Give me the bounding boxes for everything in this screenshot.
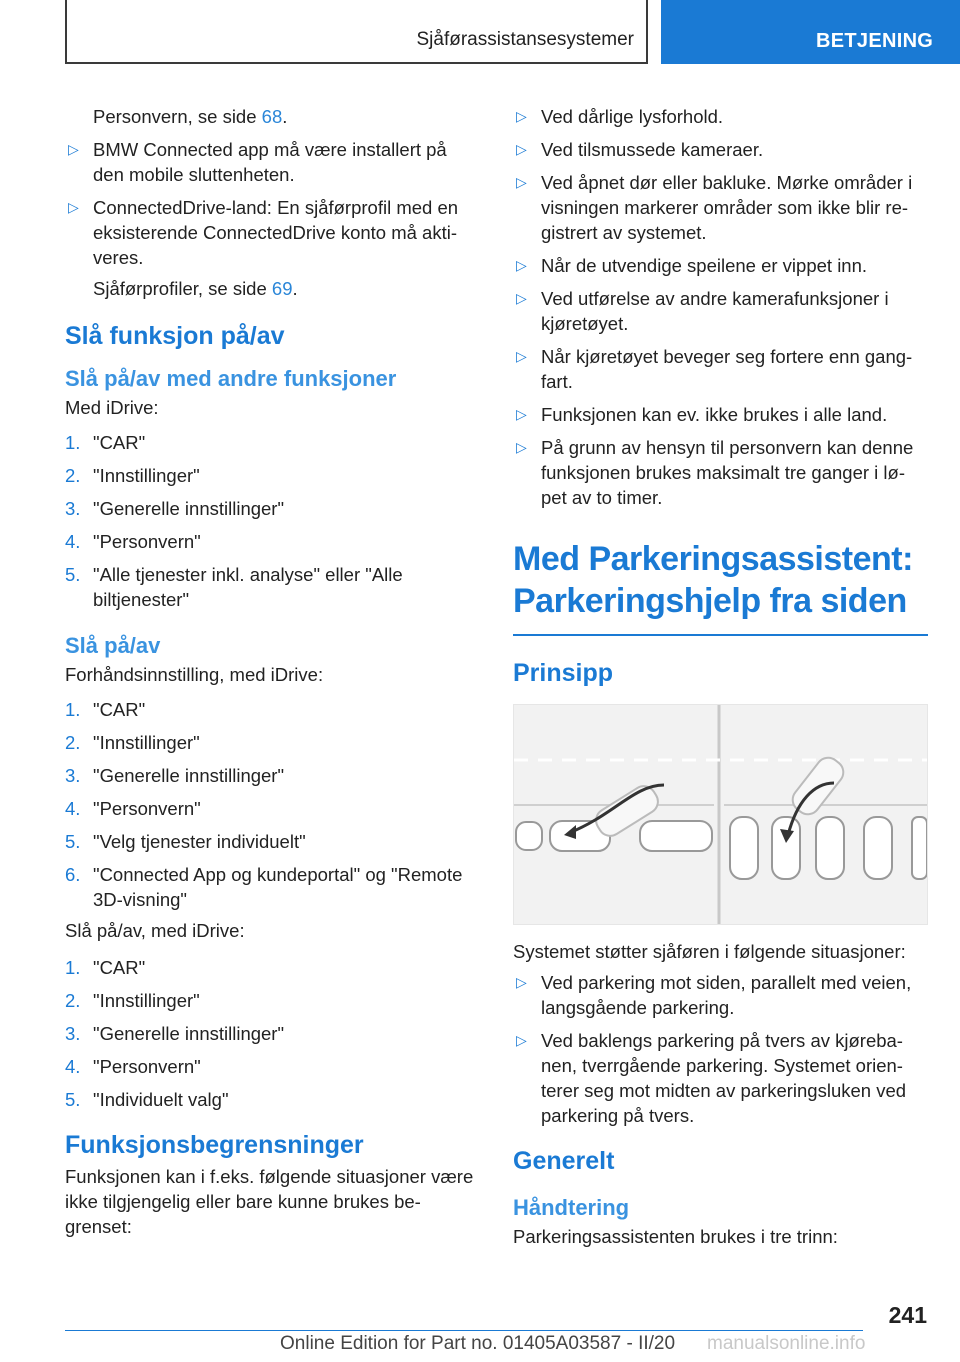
section-heading: Med Parkeringsassistent: Parkeringshjelp fra siden [513, 538, 928, 636]
list-item: ▷ BMW Connected app må være installert på den mobile sluttenheten. [68, 139, 447, 185]
support-text: Systemet støtter sjåføren i følgende situasjoner: [513, 941, 906, 962]
triangle-bullet-icon: ▷ [516, 290, 527, 306]
list-item: 2. "Innstillinger" [65, 465, 200, 486]
triangle-bullet-icon: ▷ [516, 974, 527, 990]
list-item: 3. "Generelle innstillinger" [65, 498, 285, 519]
profiles-reference: Sjåførprofiler, se side 69. [93, 278, 298, 299]
heading-handling: Håndtering [513, 1195, 630, 1220]
heading-limits: Funksjonsbegrensninger [65, 1131, 364, 1159]
heading-onoff-2: Slå på/av [65, 633, 161, 658]
triangle-bullet-icon: ▷ [516, 439, 527, 455]
triangle-bullet-icon: ▷ [68, 199, 79, 215]
parking-illustration [513, 704, 928, 925]
list-item: ▷ Ved tilsmussede kameraer. [516, 139, 764, 160]
header-tab-label: BETJENING [816, 30, 934, 52]
parking-diagram [514, 705, 927, 924]
limits-text: Funksjonen kan i f.eks. følgende situasjoner være ikke tilgjengelig eller bare kunne brukes be-grenset: [65, 1166, 474, 1237]
with-idrive-text: Med iDrive: [65, 397, 159, 418]
list-item: 5. "Individuelt valg" [65, 1089, 229, 1110]
triangle-bullet-icon: ▷ [516, 406, 527, 422]
list-item: ▷ Ved åpnet dør eller bakluke. Mørke områder i visningen markerer områder som ikke blir re-gistrert av systemet. [516, 172, 913, 243]
page-number: 241 [888, 1302, 927, 1328]
heading-principle: Prinsipp [513, 659, 614, 687]
list-item: 5. "Alle tjenester inkl. analyse" eller "Alle biltjenester" [65, 564, 403, 610]
list-item: 4. "Personvern" [65, 798, 201, 819]
header-section-title: Sjåførassistansesystemer [416, 29, 634, 50]
list-item: 2. "Innstillinger" [65, 732, 200, 753]
right-column [513, 104, 928, 1249]
list-item: ▷ Ved utførelse av andre kamerafunksjoner i kjøretøyet. [516, 288, 889, 334]
list-item: ▷ Funksjonen kan ev. ikke brukes i alle land. [516, 404, 888, 425]
left-column [65, 104, 477, 1239]
list-item: 2. "Innstillinger" [65, 990, 200, 1011]
list-item: 6. "Connected App og kundeportal" og "Remote 3D-visning" [65, 864, 463, 910]
triangle-bullet-icon: ▷ [516, 141, 527, 157]
handling-text: Parkeringsassistenten brukes i tre trinn: [513, 1226, 838, 1247]
list-item: ▷ På grunn av hensyn til personvern kan denne funksjonen brukes maksimalt tre ganger i lø-pet av to timer. [516, 437, 914, 508]
preset-text: Forhåndsinnstilling, med iDrive: [65, 664, 324, 685]
list-item: ▷ Når kjøretøyet beveger seg fortere enn gang-fart. [516, 346, 913, 392]
list-item: ▷ Ved dårlige lysforhold. [516, 106, 724, 127]
page-link-69[interactable]: 69 [271, 278, 293, 299]
triangle-bullet-icon: ▷ [516, 1032, 527, 1048]
list-item: 4. "Personvern" [65, 1056, 201, 1077]
edition-text: Online Edition for Part no. 01405A03587 - II/20 [280, 1333, 676, 1354]
list-item: ▷ Ved parkering mot siden, parallelt med veien, langsgående parkering. [516, 972, 912, 1018]
list-item: 3. "Generelle innstillinger" [65, 1023, 285, 1044]
list-item: ▷ Når de utvendige speilene er vippet inn. [516, 255, 868, 276]
heading-onoff: Slå funksjon på/av [65, 322, 285, 350]
list-item: 1. "CAR" [65, 957, 146, 978]
list-item: ▷ ConnectedDrive-land: En sjåførprofil med en eksisterende ConnectedDrive konto må akti-veres. [68, 197, 459, 268]
footer-divider [65, 1330, 863, 1331]
heading-with-other: Slå på/av med andre funksjoner [65, 366, 397, 391]
triangle-bullet-icon: ▷ [516, 174, 527, 190]
header-tab[interactable] [661, 0, 960, 64]
triangle-bullet-icon: ▷ [516, 257, 527, 273]
onoff-idrive-text: Slå på/av, med iDrive: [65, 920, 245, 941]
list-item: 4. "Personvern" [65, 531, 201, 552]
triangle-bullet-icon: ▷ [68, 141, 79, 157]
list-item: 3. "Generelle innstillinger" [65, 765, 285, 786]
privacy-reference: Personvern, se side 68. [93, 106, 288, 127]
triangle-bullet-icon: ▷ [516, 108, 527, 124]
watermark: manualsonline.info [707, 1333, 866, 1354]
header-section-box [65, 0, 648, 64]
list-item: ▷ Ved baklengs parkering på tvers av kjøreba-nen, tverrgående parkering. Systemet orien-terer seg mot midten av parkeringsluken ved parkering på tvers. [516, 1030, 907, 1126]
list-item: 1. "CAR" [65, 432, 146, 453]
page-link-68[interactable]: 68 [261, 106, 283, 127]
triangle-bullet-icon: ▷ [516, 348, 527, 364]
list-item: 1. "CAR" [65, 699, 146, 720]
list-item: 5. "Velg tjenester individuelt" [65, 831, 306, 852]
heading-general: Generelt [513, 1147, 615, 1175]
